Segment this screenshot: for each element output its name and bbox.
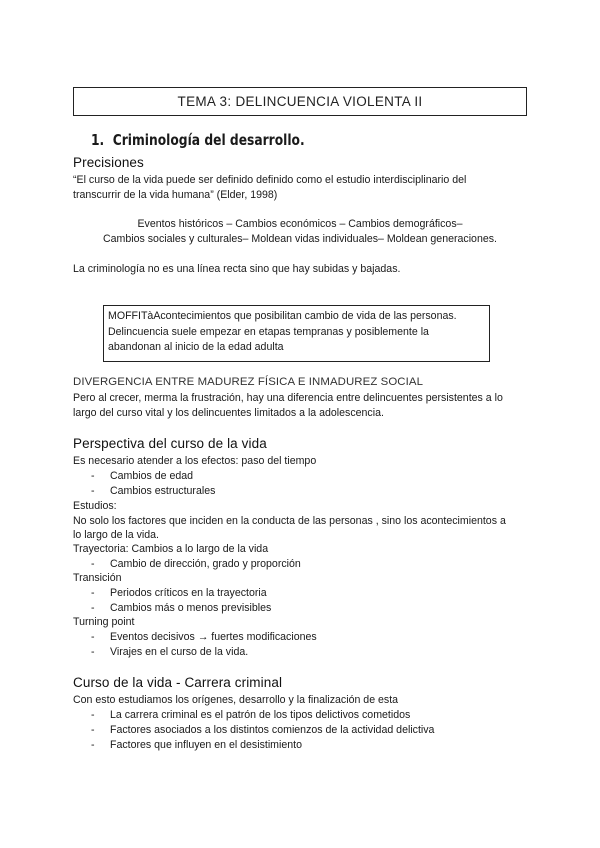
list-item: - Periodos críticos en la trayectoria xyxy=(91,587,267,599)
divergencia-line-1: Pero al crecer, merma la frustración, hay una diferencia entre delincuentes persistentes a lo xyxy=(73,392,503,404)
turning-point-label: Turning point xyxy=(73,616,135,628)
list-item: - Cambio de dirección, grado y proporción xyxy=(91,558,301,570)
list-item: - Cambios más o menos previsibles xyxy=(91,602,272,614)
transicion-label: Transición xyxy=(73,572,122,584)
quote-line-1: “El curso de la vida puede ser definido definido como el estudio interdisciplinario del xyxy=(73,174,467,186)
criminologia-note: La criminología no es una línea recta sino que hay subidas y bajadas. xyxy=(73,263,401,275)
page-title: TEMA 3: DELINCUENCIA VIOLENTA II xyxy=(73,87,527,116)
moffit-line-1: MOFFITàAcontecimientos que posibilitan cambio de vida de las personas. xyxy=(108,310,457,322)
perspectiva-intro: Es necesario atender a los efectos: paso del tiempo xyxy=(73,455,317,467)
estudios-label: Estudios: xyxy=(73,500,117,512)
trayectoria-label: Trayectoria: Cambios a lo largo de la vida xyxy=(73,543,269,555)
estudios-line-1: No solo los factores que inciden en la conducta de las personas , sino los acontecimientos a xyxy=(73,515,506,527)
list-item: - La carrera criminal es el patrón de los tipos delictivos cometidos xyxy=(91,709,411,721)
list-item: - Factores asociados a los distintos comienzos de la actividad delictiva xyxy=(91,724,435,736)
moffit-line-3: abandonan al inicio de la edad adulta xyxy=(108,341,284,353)
section-heading-criminologia: 1. Criminología del desarrollo. xyxy=(91,131,305,149)
list-item: - Factores que influyen en el desistimiento xyxy=(91,739,302,751)
moffit-box xyxy=(103,305,490,362)
divergencia-line-2: largo del curso vital y los delincuentes limitados a la adolescencia. xyxy=(73,407,384,419)
events-line-2: Cambios sociales y culturales– Moldean vidas individuales– Moldean generaciones. xyxy=(103,233,497,245)
list-item: - Eventos decisivos → fuertes modificaciones xyxy=(91,631,317,643)
estudios-line-2: lo largo de la vida. xyxy=(73,529,159,541)
events-line-1: Eventos históricos – Cambios económicos – Cambios demográficos– xyxy=(137,218,463,230)
heading-divergencia: DIVERGENCIA ENTRE MADUREZ FÍSICA E INMADUREZ SOCIAL xyxy=(73,376,424,388)
heading-perspectiva: Perspectiva del curso de la vida xyxy=(73,436,267,451)
list-item: - Cambios estructurales xyxy=(91,485,216,497)
carrera-intro: Con esto estudiamos los orígenes, desarrollo y la finalización de esta xyxy=(73,694,399,706)
heading-precisiones: Precisiones xyxy=(73,155,144,170)
list-item: - Cambios de edad xyxy=(91,470,194,482)
quote-line-2: transcurrir de la vida humana” (Elder, 1998) xyxy=(73,189,278,201)
list-item: - Virajes en el curso de la vida. xyxy=(91,646,249,658)
moffit-line-2: Delincuencia suele empezar en etapas tempranas y posiblemente la xyxy=(108,325,429,338)
heading-carrera-criminal: Curso de la vida - Carrera criminal xyxy=(73,675,283,690)
